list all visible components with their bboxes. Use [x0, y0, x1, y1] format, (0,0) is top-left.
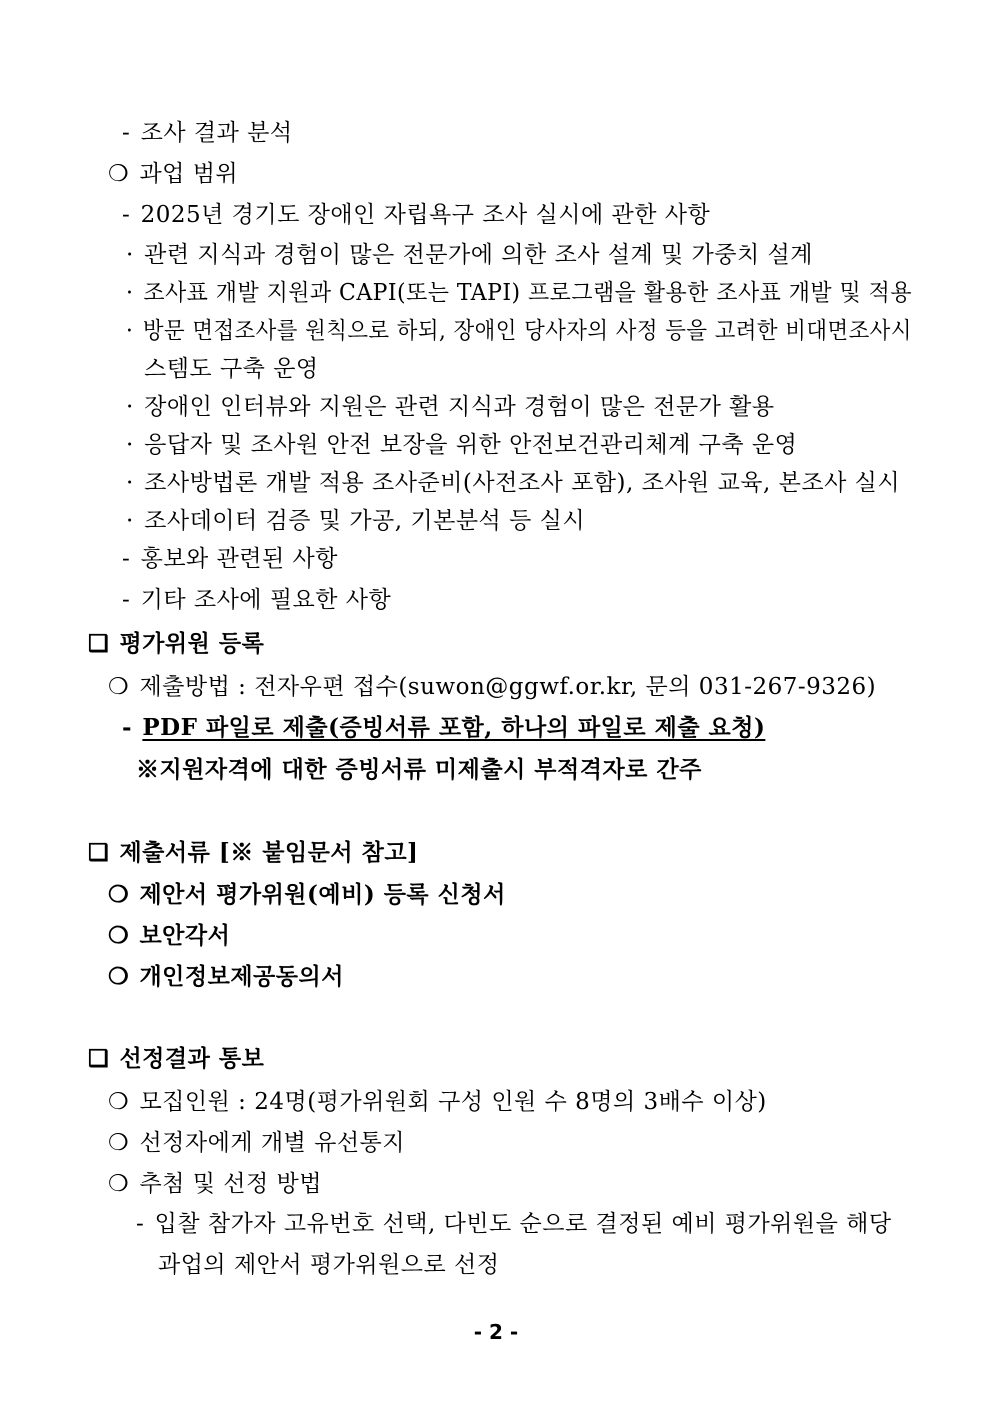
bullet-item: · 조사데이터 검증 및 가공, 기본분석 등 실시	[126, 508, 586, 534]
dash-item: - 홍보와 관련된 사항	[122, 546, 338, 572]
bullet-item: · 방문 면접조사를 원칙으로 하되, 장애인 당사자의 사정 등을 고려한 비대면조사시	[126, 318, 912, 344]
bullet-item: · 조사표 개발 지원과 CAPI(또는 TAPI) 프로그램을 활용한 조사표 개발 및 적용	[126, 280, 913, 306]
circle-item: ❍ 개인정보제공동의서	[108, 963, 344, 990]
section-heading: ❑ 평가위원 등록	[88, 630, 265, 657]
circle-item: ❍ 모집인원 : 24명(평가위원회 구성 인원 수 8명의 3배수 이상)	[108, 1089, 767, 1115]
circle-item: ❍ 제안서 평가위원(예비) 등록 신청서	[108, 881, 506, 908]
section-heading: ❑ 제출서류 [※ 붙임문서 참고]	[88, 839, 419, 866]
circle-item: ❍ 추첨 및 선정 방법	[108, 1171, 322, 1197]
continuation-line: 스템도 구축 운영	[144, 356, 319, 382]
continuation-line: 과업의 제안서 평가위원으로 선정	[158, 1252, 500, 1278]
circle-item: ❍ 보안각서	[108, 922, 231, 949]
dash-item: - 기타 조사에 필요한 사항	[122, 587, 392, 613]
circle-item: ❍ 제출방법 : 전자우편 접수(suwon@ggwf.or.kr, 문의 031-267-9326)	[108, 674, 877, 700]
bullet-item: · 관련 지식과 경험이 많은 전문가에 의한 조사 설계 및 가중치 설계	[126, 242, 813, 268]
page-number: - 2 -	[473, 1320, 519, 1344]
dash-item: - 조사 결과 분석	[122, 120, 293, 146]
dash-item: - PDF 파일로 제출(증빙서류 포함, 하나의 파일로 제출 요청)	[122, 714, 766, 741]
bullet-item: · 조사방법론 개발 적용 조사준비(사전조사 포함), 조사원 교육, 본조사 실시	[126, 470, 901, 496]
section-heading: ❑ 선정결과 통보	[88, 1045, 265, 1072]
dash-item: - 2025년 경기도 장애인 자립욕구 조사 실시에 관한 사항	[122, 202, 711, 228]
circle-item: ❍ 선정자에게 개별 유선통지	[108, 1130, 405, 1156]
bullet-item: · 응답자 및 조사원 안전 보장을 위한 안전보건관리체계 구축 운영	[126, 432, 798, 458]
bullet-item: · 장애인 인터뷰와 지원은 관련 지식과 경험이 많은 전문가 활용	[126, 394, 775, 420]
circle-item: ❍ 과업 범위	[108, 161, 239, 187]
dash-item: - 입찰 참가자 고유번호 선택, 다빈도 순으로 결정된 예비 평가위원을 해당	[136, 1211, 892, 1237]
note-line: ※지원자격에 대한 증빙서류 미제출시 부적격자로 간주	[136, 756, 702, 783]
